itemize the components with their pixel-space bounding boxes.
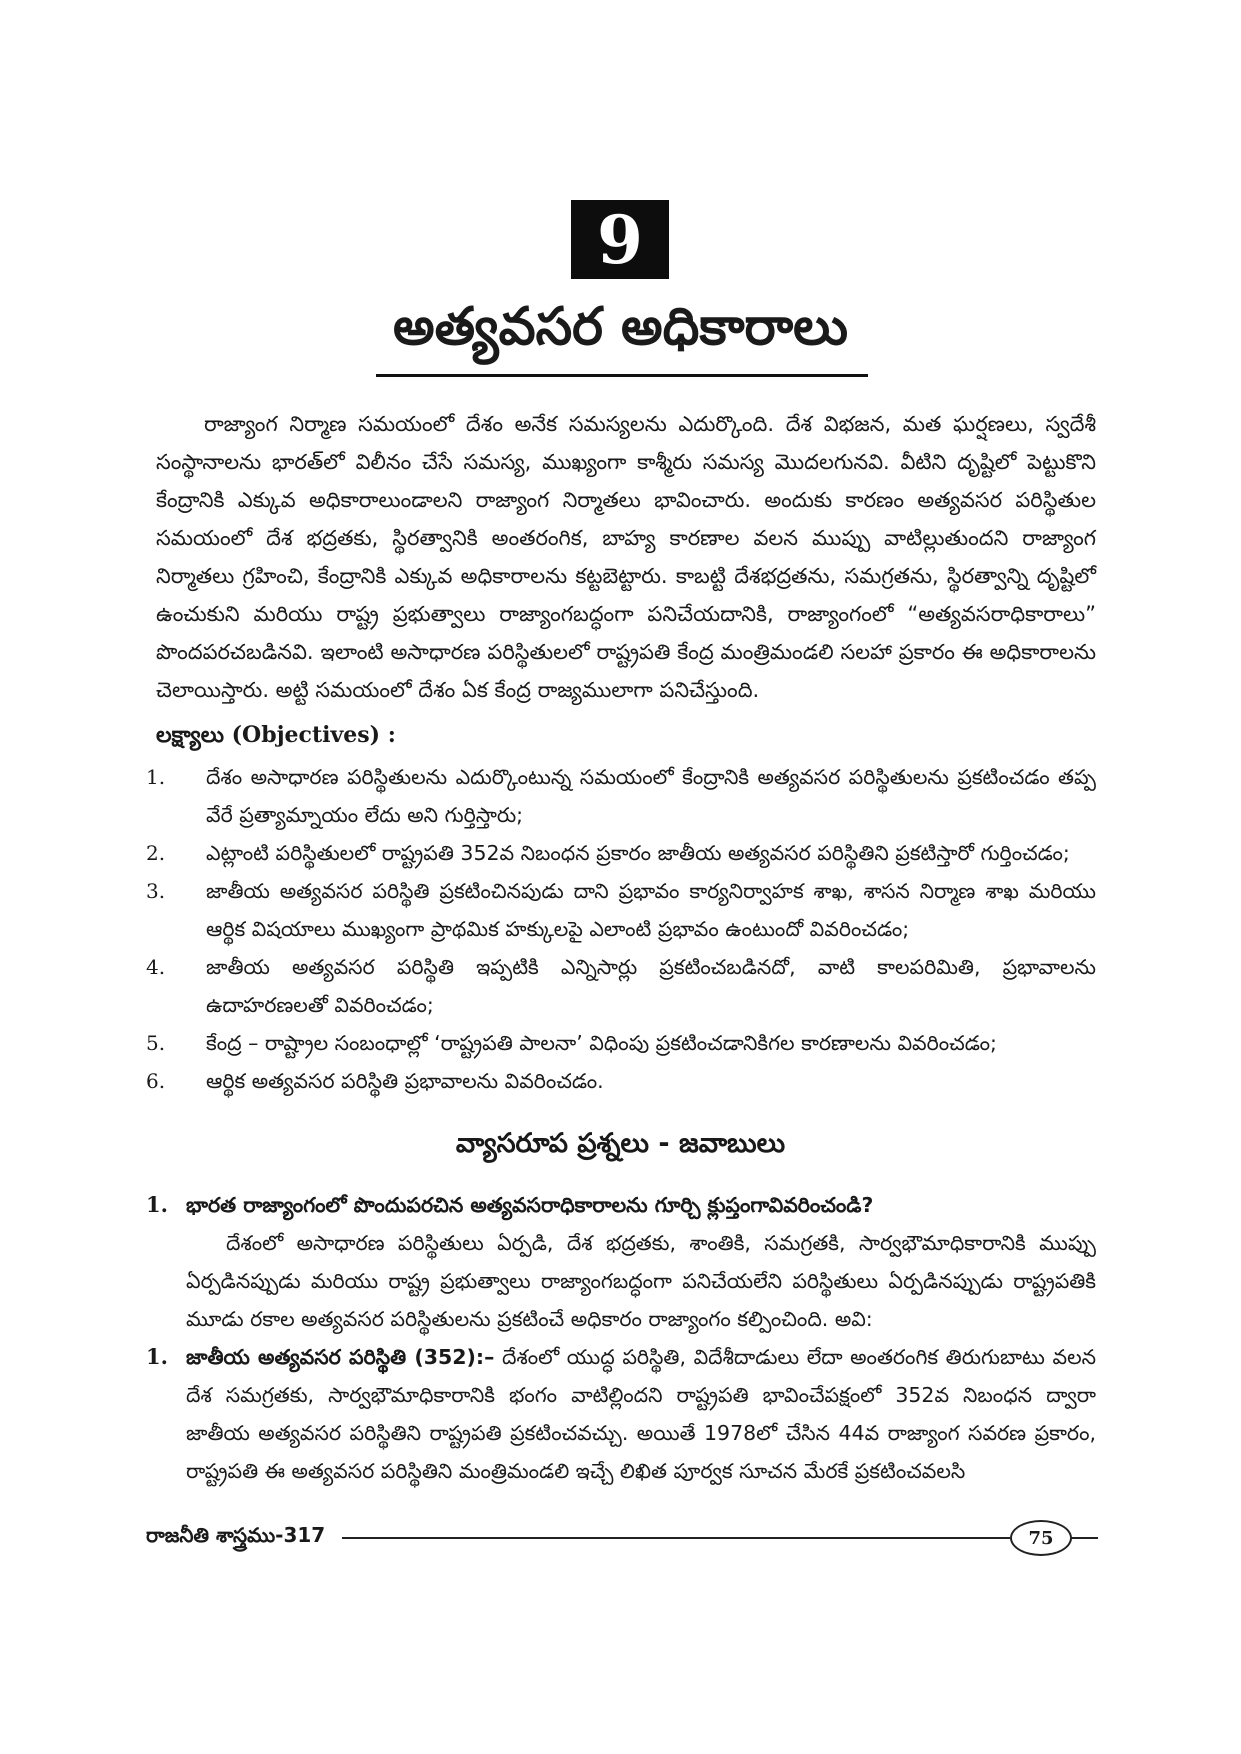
intro-section [156, 405, 1096, 709]
list-item-number: 3. [146, 879, 166, 903]
list-item-text: ఆర్థిక అత్యవసర పరిస్థితి ప్రభావాలను వివరించడం. [206, 1069, 604, 1093]
answer-item [146, 1338, 1096, 1490]
answer-item-text: దేశంలో యుద్ధ పరిస్థితి, విదేశీదాడులు లేదా అంతరంగిక తిరుగుబాటు వలన దేశ సమగ్రతకు, సార్వభౌమాధికారానికి భంగం వాటిల్లిందని రాష్ట్రపతి భావించేపక్షంలో 352వ నిబంధన ద్వారా జాతీయ అత్యవసర పరిస్థితిని రాష్ట్రపతి ప్రకటించవచ్చు. అయితే 1978లో చేసిన 44వ రాజ్యాంగ సవరణ ప్రకారం, రాష్ట్రపతి ఈ అత్యవసర పరిస్థితిని మంత్రిమండలి ఇచ్చే లిఖిత పూర్వక సూచన మేరకే ప్రకటించవలసి [186, 1345, 1096, 1483]
question-row [146, 1186, 1096, 1224]
objectives-heading-te: లక్ష్యాలు [156, 723, 224, 748]
objectives-heading [156, 722, 396, 753]
page-number-badge [1010, 1520, 1072, 1556]
list-item-text: కేంద్ర – రాష్ట్రాల సంబంధాల్లో ‘రాష్ట్రపతి పాలనా’ విధింపు ప్రకటించడానికిగల కారణాలను వివరించడం; [206, 1031, 997, 1055]
question-number: 1. [146, 1192, 168, 1217]
answer-item-body [186, 1338, 1096, 1490]
list-item-number: 4. [146, 955, 166, 979]
answer-item-lead: జాతీయ అత్యవసర పరిస్థితి (352):– [186, 1345, 495, 1369]
title-underline [376, 374, 868, 377]
list-item [146, 834, 1096, 872]
list-item-number: 1. [146, 765, 166, 789]
list-item [146, 758, 1096, 834]
list-item-text: జాతీయ అత్యవసర పరిస్థితి ప్రకటించినపుడు దాని ప్రభావం కార్యనిర్వాహక శాఖ, శాసన నిర్మాణ శాఖ మరియు ఆర్థిక విషయాలు ముఖ్యంగా ప్రాథమిక హక్కులపై ఎలాంటి ప్రభావం ఉంటుందో వివరించడం; [206, 879, 1096, 941]
list-item [146, 872, 1096, 948]
footer-rule [342, 1537, 1010, 1539]
section-heading: వ్యాసరూప ప్రశ్నలు - జవాబులు [455, 1128, 786, 1159]
list-item-number: 6. [146, 1069, 166, 1093]
list-item-number: 5. [146, 1031, 166, 1055]
chapter-title: అత్యవసర అధికారాలు [392, 297, 848, 357]
footer-rule-end [1070, 1537, 1098, 1539]
list-item-number: 2. [146, 841, 166, 865]
question-block [146, 1186, 1096, 1490]
intro-paragraph: రాజ్యాంగ నిర్మాణ సమయంలో దేశం అనేక సమస్యలను ఎదుర్కొంది. దేశ విభజన, మత ఘర్షణలు, స్వదేశీ సంస్థానాలను భారత్‌లో విలీనం చేసే సమస్య, ముఖ్యంగా కాశ్మీరు సమస్య మొదలగునవి. వీటిని దృష్టిలో పెట్టుకొని కేంద్రానికి ఎక్కువ అధికారాలుండాలని రాజ్యాంగ నిర్మాతలు భావించారు. అందుకు కారణం అత్యవసర పరిస్థితుల సమయంలో దేశ భద్రతకు, స్థిరత్వానికి అంతరంగిక, బాహ్య కారణాల వలన ముప్పు వాటిల్లుతుందని రాజ్యాంగ నిర్మాతలు గ్రహించి, కేంద్రానికి ఎక్కువ అధికారాలను కట్టబెట్టారు. కాబట్టి దేశభద్రతను, సమగ్రతను, స్థిరత్వాన్ని దృష్టిలో ఉంచుకుని మరియు రాష్ట్ర ప్రభుత్వాలు రాజ్యాంగబద్ధంగా పనిచేయదానికి, రాజ్యాంగంలో “అత్యవసరాధికారాలు” పొందపరచబడినవి. ఇలాంటి అసాధారణ పరిస్థితులలో రాష్ట్రపతి కేంద్ర మంత్రిమండలి సలహా ప్రకారం ఈ అధికారాలను చెలాయిస్తారు. అట్టి సమయంలో దేశం ఏక కేంద్ర రాజ్యములాగా పనిచేస్తుంది. [156, 412, 1096, 702]
question-text: భారత రాజ్యాంగంలో పొందుపరచిన అత్యవసరాధికారాలను గూర్చి క్లుప్తంగావివరించండి? [186, 1193, 874, 1217]
list-item-text: ఎట్లాంటి పరిస్థితులలో రాష్ట్రపతి 352వ నిబంధన ప్రకారం జాతీయ అత్యవసర పరిస్థితిని ప్రకటిస్తారో గుర్తించడం; [206, 841, 1070, 865]
chapter-number-box [571, 200, 669, 279]
list-item-text: జాతీయ అత్యవసర పరిస్థితి ఇప్పటికి ఎన్నిసార్లు ప్రకటించబడినదో, వాటి కాలపరిమితి, ప్రభావాలను ఉదాహరణలతో వివరించడం; [206, 955, 1096, 1017]
footer-label: రాజనీతి శాస్త్రము-317 [146, 1523, 326, 1547]
objectives-heading-en: (Objectives) : [231, 722, 396, 748]
list-item-text: దేశం అసాధారణ పరిస్థితులను ఎదుర్కొంటున్న సమయంలో కేంద్రానికి అత్యవసర పరిస్థితులను ప్రకటించడం తప్ప వేరే ప్రత్యామ్నాయం లేదు అని గుర్తిస్తారు; [206, 765, 1096, 827]
list-item [146, 948, 1096, 1024]
answer-item-number: 1. [146, 1344, 168, 1369]
list-item [146, 1024, 1096, 1062]
page-number: 75 [1028, 1527, 1054, 1549]
chapter-number: 9 [597, 200, 643, 279]
answer-intro: దేశంలో అసాధారణ పరిస్థితులు ఏర్పడి, దేశ భద్రతకు, శాంతికి, సమగ్రతకి, సార్వభౌమాధికారానికి ముప్పు ఏర్పడినప్పుడు మరియు రాష్ట్ర ప్రభుత్వాలు రాజ్యాంగబద్ధంగా పనిచేయలేని పరిస్థితులు ఏర్పడినప్పుడు రాష్ట్రపతికి మూడు రకాల అత్యవసర పరిస్థితులను ప్రకటించే అధికారం రాజ్యాంగం కల్పించింది. అవి: [186, 1231, 1096, 1331]
list-item [146, 1062, 1096, 1100]
objectives-list [146, 758, 1096, 1100]
